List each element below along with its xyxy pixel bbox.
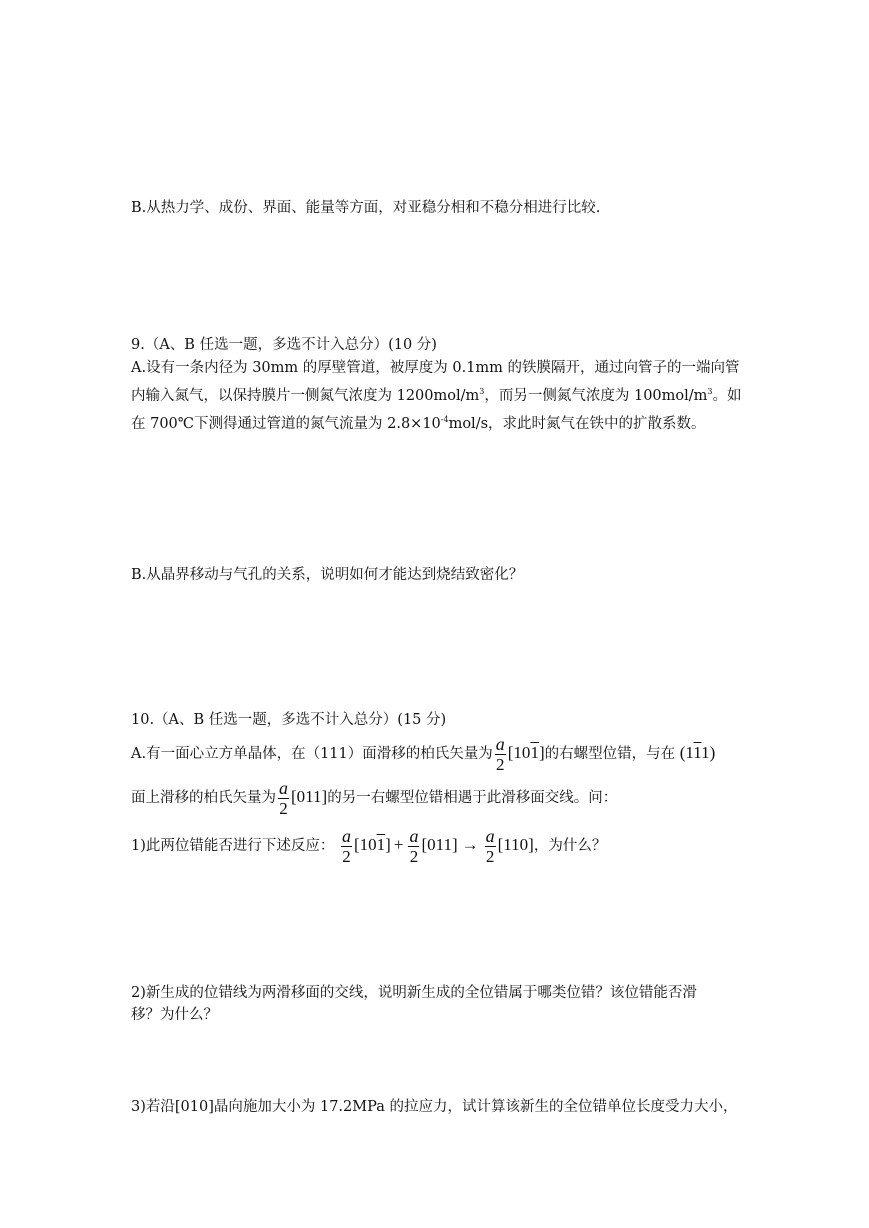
superscript-exponent: -4	[440, 415, 449, 425]
fraction-numerator: a	[409, 826, 419, 846]
q10-a-text-2b: 的另一右螺型位错相遇于此滑移面交线。问：	[327, 790, 618, 806]
q9-option-a-line2	[131, 386, 742, 406]
q10-sub2-text-1: 2)新生成的位错线为两滑移面的交线，说明新生成的全位错属于哪类位错？该位错能否滑	[131, 985, 697, 1001]
fraction-numerator: a	[279, 778, 288, 798]
reaction-arrow: →	[461, 835, 479, 854]
q8-option-b	[131, 198, 600, 218]
q9-option-a-line3	[131, 414, 706, 434]
fraction-a-over-2	[495, 735, 506, 773]
fraction-a-over-2	[341, 827, 352, 865]
q10-sub3	[131, 1097, 737, 1117]
plane-open: (1	[679, 743, 694, 762]
q9-a-text-2c: 。如	[712, 388, 742, 404]
q10-a-text-1a: A.有一面心立方单晶体，在（111）面滑移的柏氏矢量为	[131, 746, 493, 762]
fraction-a-over-2	[278, 779, 289, 817]
fraction-numerator: a	[342, 826, 351, 846]
q9-a-text-1: A.设有一条内径为 30mm 的厚壁管道，被厚度为 0.1mm 的铁膜隔开，通过向管子的一端向管	[131, 360, 740, 376]
burgers-vector-10-1bar	[354, 835, 391, 854]
q10-header	[131, 710, 446, 730]
fraction-denominator: 2	[485, 847, 495, 866]
fraction-a-over-2	[485, 827, 496, 865]
plane-bar-digit: 1	[693, 743, 702, 762]
q10-sub3-text: 3)若沿[010]晶向施加大小为 17.2MPa 的拉应力，试计算该新生的全位错单位长度受力大小，	[131, 1099, 738, 1115]
superscript-3: 3	[479, 387, 485, 397]
fraction-denominator: 2	[496, 755, 505, 774]
q9-a-text-3b: mol/s，求此时氮气在铁中的扩散系数。	[448, 416, 706, 432]
fraction-numerator: a	[485, 826, 495, 846]
q10-sub1-text-a: 1)此两位错能否进行下述反应：	[131, 838, 335, 854]
vector-bar-digit: 1	[530, 743, 539, 762]
plane-1-1bar-1	[680, 743, 716, 762]
burgers-vector-10-1bar	[508, 743, 545, 762]
q10-header-text: 10.（A、B 任选一题，多选不计入总分）(15 分)	[131, 712, 447, 728]
q10-sub2-text-2: 移？为什么？	[131, 1007, 218, 1023]
superscript-3: 3	[707, 387, 713, 397]
fraction-a-over-2	[408, 827, 419, 865]
burgers-vector-110: [110]	[497, 835, 534, 854]
plus-sign: +	[393, 835, 404, 854]
vector-close: ]	[538, 743, 545, 762]
q9-a-text-2b: ，而另一侧氮气浓度为 100mol/m	[484, 388, 708, 404]
q8-option-b-text: B.从热力学、成份、界面、能量等方面，对亚稳分相和不稳分相进行比较.	[131, 200, 601, 216]
vector-open: [10	[354, 835, 377, 854]
q9-a-text-3a: 在 700℃下测得通过管道的氮气流量为 2.8×10	[131, 416, 441, 432]
vector-open: [10	[507, 743, 531, 762]
fraction-denominator: 2	[279, 799, 288, 818]
plane-close: 1)	[701, 743, 716, 762]
vector-close: ]	[385, 835, 391, 854]
fraction-denominator: 2	[409, 847, 419, 866]
q10-sub2-line1	[131, 983, 697, 1003]
q10-option-a-line1	[131, 733, 715, 774]
q10-a-text-2a: 面上滑移的柏氏矢量为	[131, 790, 276, 806]
q10-sub2-line2	[131, 1005, 218, 1025]
q9-option-b-text: B.从晶界移动与气孔的关系，说明如何才能达到烧结致密化？	[131, 567, 524, 583]
q9-a-text-2a: 内输入氮气，以保持膜片一侧氮气浓度为 1200mol/m	[131, 388, 480, 404]
q10-option-a-line2	[131, 777, 617, 818]
q9-option-a-line1	[131, 358, 740, 378]
q10-a-text-1b: 的右螺型位错，与在	[544, 746, 676, 762]
burgers-vector-011: [011]	[421, 835, 458, 854]
vector-bar-digit: 1	[376, 835, 386, 854]
fraction-denominator: 2	[342, 847, 351, 866]
q10-sub1-text-b: ，为什么？	[533, 838, 607, 854]
q9-header	[131, 335, 437, 355]
q9-header-text: 9.（A、B 任选一题，多选不计入总分）(10 分)	[131, 337, 437, 353]
burgers-vector-011: [011]	[291, 787, 328, 806]
q10-sub1	[131, 823, 606, 868]
q9-option-b	[131, 565, 523, 585]
fraction-numerator: a	[495, 734, 505, 754]
